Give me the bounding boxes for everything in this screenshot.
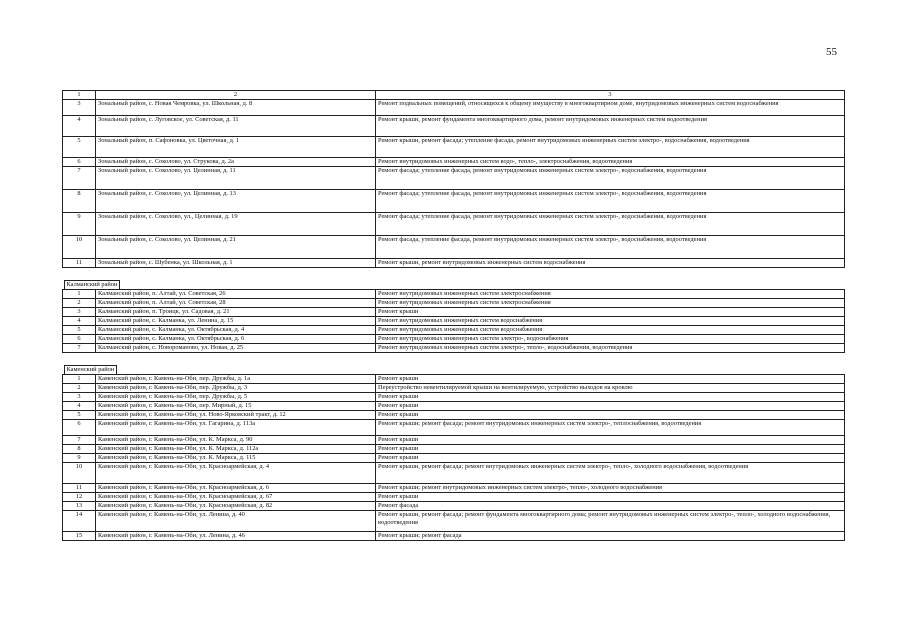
- table-row: [63, 236, 845, 259]
- row-work: Ремонт фасада, утепление фасада, ремонт внутридомовых инженерных систем электро-, водоснабжения, водоотведения: [376, 236, 845, 259]
- row-address: Зональный район, с. Новая Чемровка, ул. Школьная, д. 8: [96, 100, 376, 116]
- row-number: 2: [63, 384, 96, 393]
- table-row: [63, 420, 845, 436]
- row-work: Ремонт крыши: [376, 436, 845, 445]
- row-address: Каменский район, г. Камень-на-Оби, ул. Гагарина, д. 113а: [96, 420, 376, 436]
- row-work: Ремонт крыши, ремонт фасада; утепление фасада, ремонт внутридомовых инженерных систем электро-, водоснабжения, водоотведения: [376, 137, 845, 158]
- row-address: Каменский район, г. Камень-на-Оби, ул. К. Маркса, д. 90: [96, 436, 376, 445]
- row-address: Калманский район, п. Алтай, ул. Советская, 28: [96, 299, 376, 308]
- row-address: Каменский район, г. Камень-на-Оби, ул. Красноармейская, д. 82: [96, 502, 376, 511]
- row-work: Ремонт внутридомовых инженерных систем водоснабжения: [376, 317, 845, 326]
- row-number: 2: [63, 299, 96, 308]
- table-row: [63, 484, 845, 493]
- page-number: 55: [826, 46, 837, 58]
- row-number: 3: [63, 393, 96, 402]
- row-work: Ремонт крыши: [376, 402, 845, 411]
- row-work: Ремонт внутридомовых инженерных систем водо-, тепло-, электроснабжения, водоотведения: [376, 158, 845, 167]
- table-row: [63, 375, 845, 384]
- table-row: [63, 393, 845, 402]
- section-title: Калманский район: [64, 280, 121, 289]
- row-number: 6: [63, 420, 96, 436]
- spacer-cell: [63, 268, 845, 280]
- row-address: Каменский район, г. Камень-на-Оби, ул. К. Маркса, д. 112а: [96, 445, 376, 454]
- table-row: [63, 436, 845, 445]
- row-address: Зональный район, с. Соколово, ул. Целинная, д. 13: [96, 190, 376, 213]
- table-row: [63, 411, 845, 420]
- row-address: Каменский район, г. Камень-на-Оби, ул. Красноармейская, д. 4: [96, 463, 376, 484]
- section-cell: [63, 279, 845, 290]
- header-row: [63, 91, 845, 100]
- table-row: [63, 445, 845, 454]
- row-number: 12: [63, 493, 96, 502]
- row-number: 6: [63, 158, 96, 167]
- row-work: Ремонт фасада: [376, 502, 845, 511]
- row-address: Зональный район, с. Соколово, ул. Струкова, д. 2а: [96, 158, 376, 167]
- table-row: [63, 326, 845, 335]
- row-number: 10: [63, 236, 96, 259]
- row-address: Каменский район, г. Камень-на-Оби, пер. Дружбы, д. 3: [96, 384, 376, 393]
- row-number: 7: [63, 167, 96, 190]
- row-work: Ремонт крыши: [376, 393, 845, 402]
- row-work: Ремонт внутридомовых инженерных систем водоснабжения: [376, 326, 845, 335]
- row-work: Ремонт фасада; утепление фасада, ремонт внутридомовых инженерных систем электро-, водоснабжения, водоотведения: [376, 213, 845, 236]
- works-table-body: [63, 91, 845, 541]
- row-work: Ремонт подвальных помещений, относящихся к общему имуществу в многоквартирном доме, внутридомовых инженерных систем водоснабжения: [376, 100, 845, 116]
- row-address: Калманский район, с. Калманка, ул. Ленина, д. 15: [96, 317, 376, 326]
- table-row: [63, 317, 845, 326]
- table-row: [63, 335, 845, 344]
- row-work: Переустройство невентилируемой крыши на вентилируемую, устройство выходов на кровлю: [376, 384, 845, 393]
- section-cell: [63, 364, 845, 375]
- table-row: [63, 463, 845, 484]
- row-number: 11: [63, 484, 96, 493]
- row-work: Ремонт крыши: [376, 308, 845, 317]
- row-address: Зональный район, с. Соколово, ул. Целинная, д. 21: [96, 236, 376, 259]
- row-work: Ремонт крыши; ремонт внутридомовых инженерных систем электро-, тепло-, холодного водоснабжения: [376, 484, 845, 493]
- row-number: 10: [63, 463, 96, 484]
- section-kalmansky: [63, 279, 845, 290]
- row-number: 5: [63, 326, 96, 335]
- row-address: Каменский район, г. Камень-на-Оби, ул. Ново-Ярковский тракт, д. 12: [96, 411, 376, 420]
- row-address: Зональный район, с. Луговское, ул. Советская, д. 11: [96, 116, 376, 137]
- table-row: [63, 290, 845, 299]
- row-number: 5: [63, 137, 96, 158]
- row-number: 7: [63, 436, 96, 445]
- row-work: Ремонт крыши: [376, 411, 845, 420]
- table-row: [63, 502, 845, 511]
- row-address: Каменский район, г. Камень-на-Оби, ул. Ленина, д. 46: [96, 532, 376, 541]
- table-row: [63, 344, 845, 353]
- section-kamensky: [63, 364, 845, 375]
- row-work: Ремонт крыши: [376, 493, 845, 502]
- row-address: Калманский район, п. Алтай, ул. Советская, 26: [96, 290, 376, 299]
- table-row: [63, 190, 845, 213]
- row-number: 3: [63, 308, 96, 317]
- row-work: Ремонт крыши, ремонт фасада; ремонт внутридомовых инженерных систем электро-, тепло-, холодного водоснабжения, водоотведения: [376, 463, 845, 484]
- row-address: Каменский район, г. Камень-на-Оби, ул. К. Маркса, д. 115: [96, 454, 376, 463]
- table-row: [63, 116, 845, 137]
- row-work: Ремонт крыши, ремонт внутридомовых инженерных систем водоснабжения: [376, 259, 845, 268]
- table-row: [63, 384, 845, 393]
- table-row: [63, 259, 845, 268]
- section-title: Каменский район: [64, 365, 118, 374]
- table-row: [63, 167, 845, 190]
- row-number: 4: [63, 116, 96, 137]
- row-address: Зональный район, п. Сафоновка, ул. Цветочная, д. 1: [96, 137, 376, 158]
- row-work: Ремонт фасада; утепление фасада, ремонт внутридомовых инженерных систем электро-, водоснабжения, водоотведения: [376, 167, 845, 190]
- row-number: 4: [63, 317, 96, 326]
- row-address: Калманский район, с. Калманка, ул. Октябрьская, д. 6: [96, 335, 376, 344]
- row-work: Ремонт фасада; утепление фасада, ремонт внутридомовых инженерных систем электро-, водоснабжения, водоотведения: [376, 190, 845, 213]
- table-row: [63, 299, 845, 308]
- row-number: 6: [63, 335, 96, 344]
- row-number: 14: [63, 511, 96, 532]
- table-row: [63, 100, 845, 116]
- row-number: 13: [63, 502, 96, 511]
- row-number: 5: [63, 411, 96, 420]
- row-number: 9: [63, 454, 96, 463]
- row-work: Ремонт крыши, ремонт фасада; ремонт фундамента многоквартирного дома; ремонт внутридомовых инженерных систем электро-, тепло-, холодного водоснабжения, водоотведения: [376, 511, 845, 532]
- column-header-address: 2: [96, 91, 376, 100]
- row-work: Ремонт внутридомовых инженерных систем электроснабжения: [376, 290, 845, 299]
- row-number: 1: [63, 375, 96, 384]
- row-number: 11: [63, 259, 96, 268]
- table-row: [63, 493, 845, 502]
- row-address: Калманский район, с. Калманка, ул. Октябрьская, д. 4: [96, 326, 376, 335]
- row-work: Ремонт крыши: [376, 445, 845, 454]
- table-row: [63, 308, 845, 317]
- row-address: Каменский район, г. Камень-на-Оби, ул. Красноармейская, д. 6: [96, 484, 376, 493]
- row-work: Ремонт внутридомовых инженерных систем электро-, тепло-, водоснабжения, водоотведения: [376, 344, 845, 353]
- row-work: Ремонт внутридомовых инженерных систем электро-, водоснабжения: [376, 335, 845, 344]
- row-work: Ремонт крыши: [376, 375, 845, 384]
- row-number: 1: [63, 290, 96, 299]
- row-work: Ремонт крыши; ремонт фасада: [376, 532, 845, 541]
- row-number: 15: [63, 532, 96, 541]
- section-spacer: [63, 353, 845, 365]
- table-row: [63, 158, 845, 167]
- row-number: 8: [63, 190, 96, 213]
- section-spacer: [63, 268, 845, 280]
- row-address: Калманский район, п. Троицк, ул. Садовая, д. 21: [96, 308, 376, 317]
- row-address: Каменский район, г. Камень-на-Оби, пер. Дружбы, д. 1а: [96, 375, 376, 384]
- table-row: [63, 213, 845, 236]
- table-row: [63, 511, 845, 532]
- row-number: 7: [63, 344, 96, 353]
- row-address: Каменский район, г. Камень-на-Оби, пер. Дружбы, д. 5: [96, 393, 376, 402]
- row-work: Ремонт крыши; ремонт фасада; ремонт внутридомовых инженерных систем электро-, теплоснабжения, водоотведения: [376, 420, 845, 436]
- row-number: 9: [63, 213, 96, 236]
- row-address: Зональный район, с. Соколово, ул. Целинная, д. 11: [96, 167, 376, 190]
- row-work: Ремонт крыши: [376, 454, 845, 463]
- row-number: 8: [63, 445, 96, 454]
- table-row: [63, 137, 845, 158]
- row-work: Ремонт внутридомовых инженерных систем электроснабжения: [376, 299, 845, 308]
- row-address: Калманский район, с. Новороманово, ул. Новая, д. 25: [96, 344, 376, 353]
- row-number: 4: [63, 402, 96, 411]
- row-address: Каменский район, г. Камень-на-Оби, ул. Красноармейская, д. 67: [96, 493, 376, 502]
- row-work: Ремонт крыши, ремонт фундамента многоквартирного дома, ремонт внутридомовых инженерных систем водоотведения: [376, 116, 845, 137]
- spacer-cell: [63, 353, 845, 365]
- table-row: [63, 402, 845, 411]
- row-number: 3: [63, 100, 96, 116]
- column-header-number: 1: [63, 91, 96, 100]
- table-row: [63, 532, 845, 541]
- table-row: [63, 454, 845, 463]
- row-address: Каменский район, г. Камень-на-Оби, пер. Мирный, д. 15: [96, 402, 376, 411]
- row-address: Каменский район, г. Камень-на-Оби, ул. Ленина, д. 40: [96, 511, 376, 532]
- row-address: Зональный район, с. Соколово, ул., Целинная, д. 19: [96, 213, 376, 236]
- column-header-work: 3: [376, 91, 845, 100]
- row-address: Зональный район, с. Шубенка, ул. Школьная, д. 1: [96, 259, 376, 268]
- works-table: [62, 90, 845, 541]
